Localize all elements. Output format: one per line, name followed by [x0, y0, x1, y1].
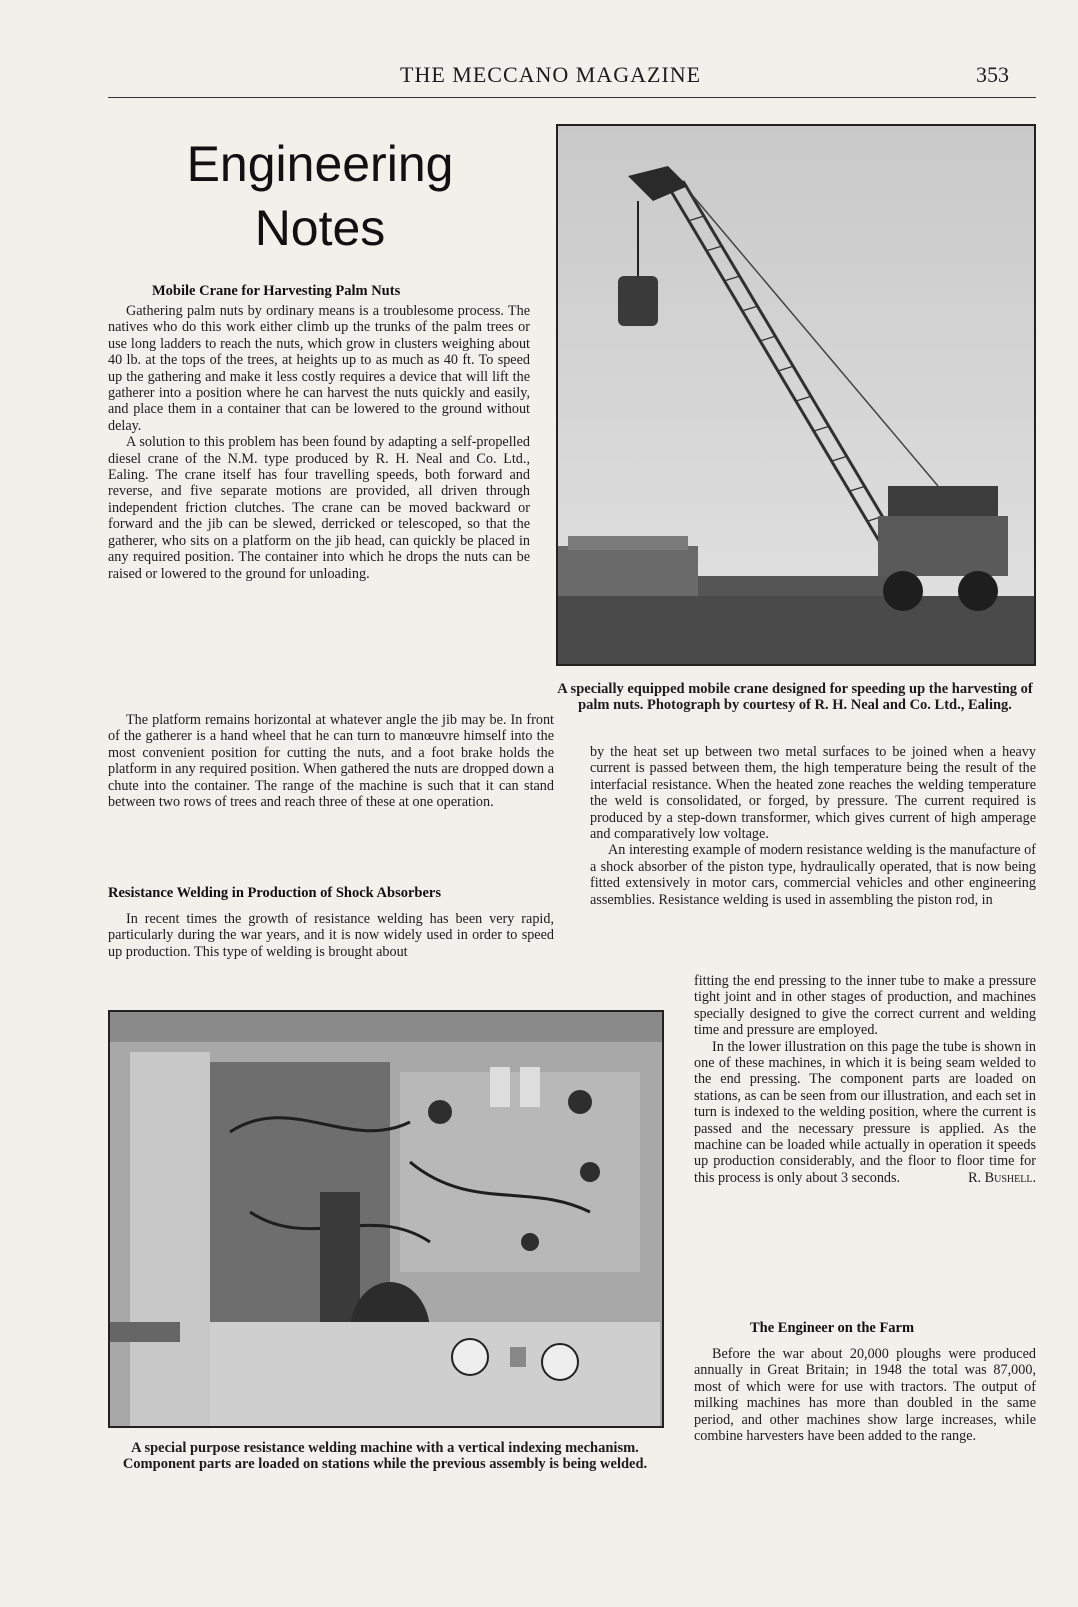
welding-machine-illustration — [110, 1012, 662, 1426]
crane-photo — [556, 124, 1036, 666]
crane-photo-illustration — [558, 126, 1034, 664]
page-number: 353 — [976, 62, 1009, 87]
magazine-title: THE MECCANO MAGAZINE — [400, 62, 702, 87]
crane-paragraph-3: The platform remains horizontal at whatever angle the jib may be. In front of the gatherer is a hand wheel that he can turn to manœuvre himself into the most convenient position for cutting the nuts, and a foot brake holds the platform in any required position. When gathered the nuts are dropped down a chute into the container. The range of the machine is such that it can stand between two rows of trees and reach three of these at one operation. — [108, 712, 554, 811]
feature-title-line1: Engineering — [186, 136, 454, 192]
farm-article-body — [694, 1346, 1036, 1444]
crane-article-body — [108, 303, 530, 582]
welding-photo-caption: A special purpose resistance welding machine with a vertical indexing mechanism. Component parts are loaded on stations while the previous assembly is being welded. — [122, 1440, 648, 1472]
farm-paragraph-1: Before the war about 20,000 ploughs were produced annually in Great Britain; in 1948 the total was 87,000, most of which were for use with tractors. The output of milking machines has more than doubled in the same period, and other machines show large increases, while combine harvesters have been added to the range. — [694, 1346, 1036, 1445]
section-heading-farm: The Engineer on the Farm — [750, 1320, 915, 1336]
welding-paragraph-2a: An interesting example of modern resistance welding is the manufacture of a shock absorber of the piston type, hydraulically operated, that is now being fitted extensively in motor cars, commercial vehicles and other engineering assemblies. Resistance welding is used in assembling the piston rod, in — [590, 842, 1036, 908]
crane-article-body-cont — [108, 712, 554, 810]
section-heading-crane: Mobile Crane for Harvesting Palm Nuts — [152, 283, 401, 299]
header-rule — [108, 97, 1036, 98]
welding-paragraph-3: In the lower illustration on this page the tube is shown in one of these machines, in which it is being seam welded to the end pressing. The component parts are loaded on stations, as can be seen from our illustration, and each set in turn is indexed to the welding position, where the current is passed and the necessary pressure is applied. As the machine can be loaded while actually in operation it speeds up production considerably, and the floor to floor time for this process is only about 3 seconds. — [694, 1038, 1036, 1186]
welding-paragraph-1: In recent times the growth of resistance welding has been very rapid, particularly during the war years, and it is now widely used in order to speed up production. This type of welding is brought about — [108, 911, 554, 960]
feature-title — [160, 132, 480, 260]
welding-article-body-left — [108, 911, 554, 960]
welding-machine-photo — [108, 1010, 664, 1428]
crane-paragraph-1: Gathering palm nuts by ordinary means is a troublesome process. The natives who do this work either climb up the trunks of the palm trees or use long ladders to reach the nuts, which grow in clusters weighing about 40 lb. at the tops of the trees, at heights up to as much as 40 ft. To speed up the gathering and make it less costly requires a device that will lift the gatherer into a position where he can harvest the nuts quickly and easily, and place them in a container that can be lowered to the ground without delay. — [108, 303, 530, 434]
welding-paragraph-2b: fitting the end pressing to the inner tube to make a pressure tight joint and in other stages of production, and machines specially designed to give the correct current and welding time and pressure are employed. — [694, 973, 1036, 1039]
crane-photo-caption: A specially equipped mobile crane designed for speeding up the harvesting of palm nuts. Photograph by courtesy of R. H. Neal and Co. Ltd., Ealing. — [557, 681, 1033, 713]
welding-article-body-right — [590, 744, 1036, 908]
welding-article-body-right-narrow — [694, 973, 1036, 1187]
crane-paragraph-2: A solution to this problem has been found by adapting a self-propelled diesel crane of the N.M. type produced by R. H. Neal and Co. Ltd., Ealing. The crane itself has four travelling speeds, both forward and reverse, and five separate motions are provided, all driven through independent friction clutches. The crane can be moved backward or forward and the jib can be slewed, derricked or telescoped, so that the gatherer, who sits on a platform on the jib head, can quickly be placed in any required position. The container into which he drops the nuts can be raised or lowered to the ground for unloading. — [108, 434, 530, 582]
section-heading-welding: Resistance Welding in Production of Shock Absorbers — [108, 885, 442, 901]
author-signature: R. Bushell. — [968, 1170, 1036, 1187]
welding-paragraph-1-cont: by the heat set up between two metal surfaces to be joined when a heavy current is passed between them, the high temperature being the result of the interfacial resistance. When the heated zone reaches the welding temperature the weld is consolidated, or forged, by pressure. The current required is produced by a step-down transformer, which gives current of high amperage and comparatively low voltage. — [590, 744, 1036, 843]
feature-title-line2: Notes — [254, 200, 386, 256]
